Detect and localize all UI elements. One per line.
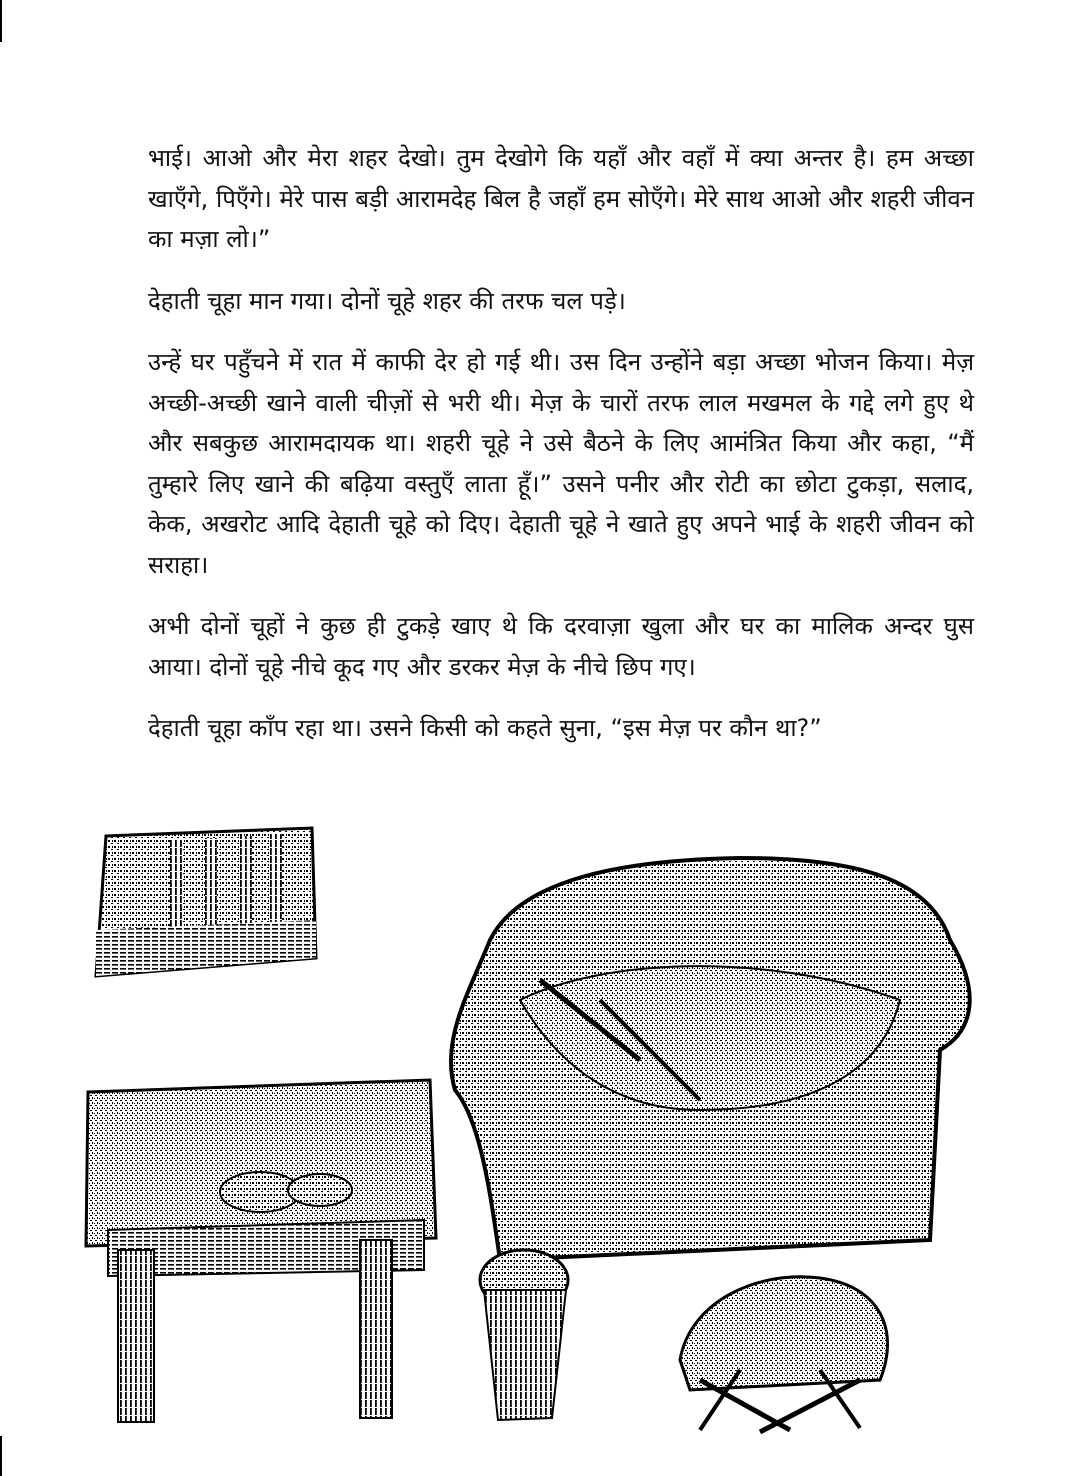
- paragraph-4: अभी दोनों चूहों ने कुछ ही टुकड़े खाए थे कि दरवाज़ा खुला और घर का मालिक अन्दर घुस आया। दोनों चूहे नीचे कूद गए और डरकर मेज़ के नीचे छिप गए।: [148, 612, 974, 681]
- table-illustration: [86, 1080, 436, 1422]
- crop-mark-bottom: [0, 1436, 2, 1476]
- paragraph-2: देहाती चूहा मान गया। दोनों चूहे शहर की तरफ चल पड़े।: [148, 286, 626, 315]
- crop-mark-top: [0, 0, 2, 42]
- cabinet-illustration: [96, 828, 316, 976]
- paragraph-1: भाई। आओ और मेरा शहर देखो। तुम देखोगे कि यहाँ और वहाँ में क्या अन्तर है। हम अच्छा खाएँगे, पिएँगे। मेरे पास बड़ी आरामदेह बिल है जहाँ हम सोएँगे। मेरे साथ आओ और शहरी जीवन का मज़ा लो।”: [148, 144, 974, 253]
- paragraph-3: उन्हें घर पहुँचने में रात में काफी देर हो गई थी। उस दिन उन्होंने बड़ा अच्छा भोजन किया। मेज़ अच्छी-अच्छी खाने वाली चीज़ों से भरी थी। मेज़ के चारों तरफ लाल मखमल के गद्दे लगे हुए थे और सबकुछ आरामदायक था। शहरी चूहे ने उसे बैठने के लिए आमंत्रित किया और कहा, “मैं तुम्हारे लिए खाने की बढ़िया वस्तुएँ लाता हूँ।” उसने पनीर और रोटी का छोटा टुकड़ा, सलाद, केक, अखरोट आदि देहाती चूहे को दिए। देहाती चूहे ने खाते हुए अपने भाई के शहरी जीवन को सराहा।: [148, 348, 974, 579]
- armchair-illustration: [451, 858, 970, 1260]
- paragraph-5: देहाती चूहा काँप रहा था। उसने किसी को कहते सुना, “इस मेज़ पर कौन था?”: [148, 714, 822, 742]
- story-text: [148, 138, 974, 770]
- folding-stool-illustration: [680, 1277, 888, 1432]
- stool-illustration: [480, 1250, 568, 1420]
